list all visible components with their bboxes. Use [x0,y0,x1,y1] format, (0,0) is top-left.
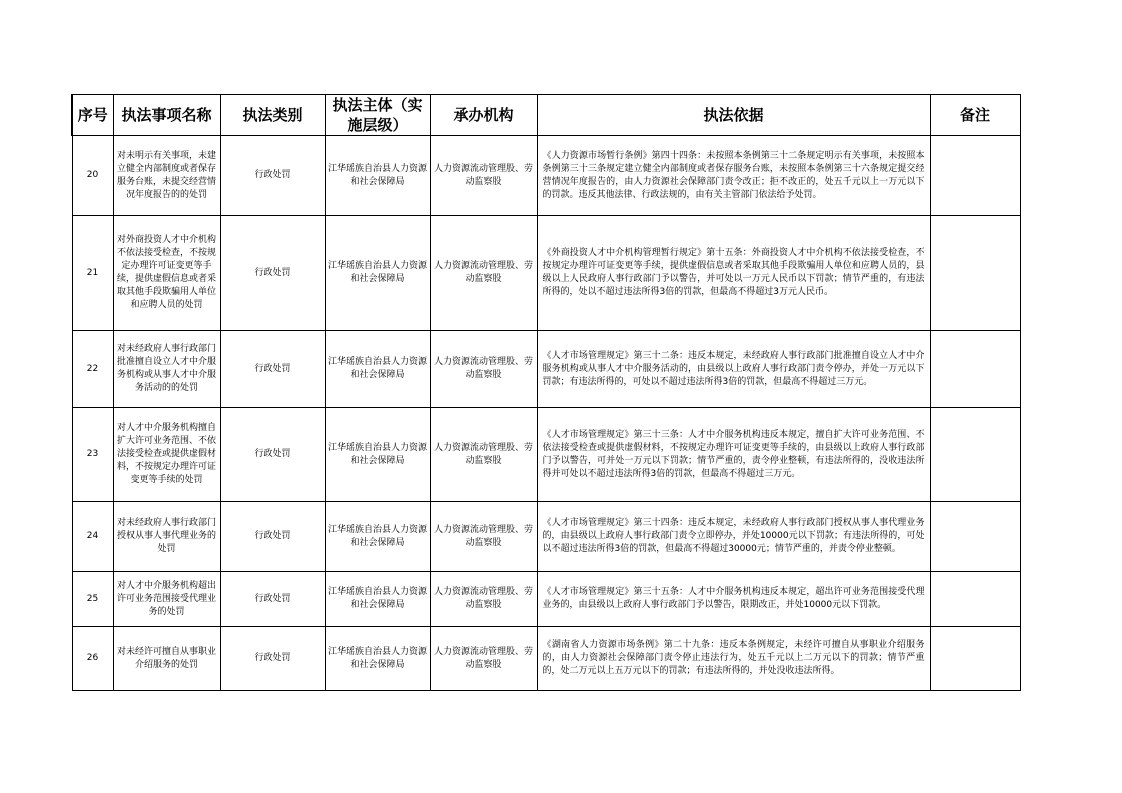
cell-item-name: 对人才中介服务机构超出许可业务范围接受代理业务的处罚 [113,572,220,627]
table-row [72,572,1020,627]
cell-item-name: 对人才中介服务机构擅自扩大许可业务范围、不依法接受检查或提供虚假材料，不按规定办理许可证变更等手续的处罚 [113,408,220,502]
cell-basis: 《外商投资人才中介机构管理暂行规定》第十五条：外商投资人才中介机构不依法接受检查，不按规定办理许可证变更等手续，提供虚假信息或者采取其他手段欺骗用人单位和应聘人员的，县级以上人民政府人事行政部门予以警告，并可处以一万元人民币以下罚款；情节严重的，有违法所得的，处以不超过违法所得3倍的罚款，但最高不得超过3万元人民币。 [537,216,930,331]
cell-category: 行政处罚 [220,216,325,331]
cell-category: 行政处罚 [220,572,325,627]
cell-basis: 《人才市场管理规定》第三十三条：人才中介服务机构违反本规定，擅自扩大许可业务范围、不依法接受检查或提供虚假材料，不按规定办理许可证变更等手续的，由县级以上政府人事行政部门予以警告，可并处一万元以下罚款；情节严重的，责令停业整顿，有违法所得的，没收违法所得并可处以不超过违法所得3倍的罚款，但最高不得超过三万元。 [537,408,930,502]
cell-remark [930,331,1020,408]
cell-seq: 22 [72,331,113,408]
header-seq: 序号 [72,95,113,136]
table-row [72,627,1020,691]
cell-item-name: 对未经许可擅自从事职业介绍服务的处罚 [113,627,220,691]
cell-basis: 《人力资源市场暂行条例》第四十四条：未按照本条例第三十二条规定明示有关事项，未按照本条例第三十三条规定建立健全内部制度或者保存服务台账，未按照本条例第三十六条规定提交经营情况年度报告的，由人力资源社会保障部门责令改正；拒不改正的，处五千元以上一万元以下的罚款。违反其他法律、行政法规的，由有关主管部门依法给予处罚。 [537,136,930,216]
header-subject: 执法主体（实施层级） [325,95,430,136]
cell-office: 人力资源流动管理股、劳动监察股 [430,627,537,691]
cell-category: 行政处罚 [220,136,325,216]
cell-remark [930,136,1020,216]
cell-subject: 江华瑶族自治县人力资源和社会保障局 [325,331,430,408]
cell-seq: 24 [72,502,113,572]
cell-item-name: 对外商投资人才中介机构不依法接受检查，不按规定办理许可证变更等手续，提供虚假信息或者采取其他手段欺骗用人单位和应聘人员的处罚 [113,216,220,331]
table-row [72,408,1020,502]
cell-remark [930,502,1020,572]
enforcement-items-table [71,94,1021,691]
cell-seq: 20 [72,136,113,216]
cell-office: 人力资源流动管理股、劳动监察股 [430,136,537,216]
cell-subject: 江华瑶族自治县人力资源和社会保障局 [325,627,430,691]
cell-office: 人力资源流动管理股、劳动监察股 [430,216,537,331]
cell-basis: 《人才市场管理规定》第三十四条：违反本规定，未经政府人事行政部门授权从事人事代理业务的，由县级以上政府人事行政部门责令立即停办，并处10000元以下罚款；有违法所得的，可处以不超过违法所得3倍的罚款，但最高不得超过30000元；情节严重的，并责令停业整顿。 [537,502,930,572]
header-remark: 备注 [930,95,1020,136]
cell-seq: 21 [72,216,113,331]
cell-category: 行政处罚 [220,502,325,572]
cell-office: 人力资源流动管理股、劳动监察股 [430,572,537,627]
cell-subject: 江华瑶族自治县人力资源和社会保障局 [325,216,430,331]
cell-category: 行政处罚 [220,627,325,691]
cell-remark [930,627,1020,691]
cell-remark [930,408,1020,502]
cell-category: 行政处罚 [220,408,325,502]
header-category: 执法类别 [220,95,325,136]
cell-item-name: 对未经政府人事行政部门批准擅自设立人才中介服务机构或从事人才中介服务活动的的处罚 [113,331,220,408]
cell-seq: 26 [72,627,113,691]
cell-item-name: 对未经政府人事行政部门授权从事人事代理业务的处罚 [113,502,220,572]
header-office: 承办机构 [430,95,537,136]
cell-basis: 《湖南省人力资源市场条例》第二十九条：违反本条例规定，未经许可擅自从事职业介绍服务的，由人力资源社会保障部门责令停止违法行为，处五千元以上二万元以下的罚款；情节严重的，处二万元以上五万元以下的罚款；有违法所得的，并处没收违法所得。 [537,627,930,691]
cell-office: 人力资源流动管理股、劳动监察股 [430,331,537,408]
header-basis: 执法依据 [537,95,930,136]
header-item-name: 执法事项名称 [113,95,220,136]
table-row [72,216,1020,331]
cell-office: 人力资源流动管理股、劳动监察股 [430,502,537,572]
cell-subject: 江华瑶族自治县人力资源和社会保障局 [325,136,430,216]
cell-category: 行政处罚 [220,331,325,408]
cell-item-name: 对未明示有关事项，未建立健全内部制度或者保存服务台账，未提交经营情况年度报告的的处罚 [113,136,220,216]
cell-seq: 25 [72,572,113,627]
table-row [72,331,1020,408]
table-row [72,136,1020,216]
cell-subject: 江华瑶族自治县人力资源和社会保障局 [325,572,430,627]
cell-subject: 江华瑶族自治县人力资源和社会保障局 [325,408,430,502]
cell-basis: 《人才市场管理规定》第三十五条：人才中介服务机构违反本规定，超出许可业务范围接受代理业务的，由县级以上政府人事行政部门予以警告，限期改正，并处10000元以下罚款。 [537,572,930,627]
cell-remark [930,216,1020,331]
cell-subject: 江华瑶族自治县人力资源和社会保障局 [325,502,430,572]
table-row [72,502,1020,572]
cell-office: 人力资源流动管理股、劳动监察股 [430,408,537,502]
table-header-row [72,95,1020,136]
enforcement-table-sheet [71,94,1021,691]
cell-remark [930,572,1020,627]
cell-seq: 23 [72,408,113,502]
cell-basis: 《人才市场管理规定》第三十二条：违反本规定，未经政府人事行政部门批准擅自设立人才中介服务机构或从事人才中介服务活动的，由县级以上政府人事行政部门责令停办，并处一万元以下罚款；有违法所得的，可处以不超过违法所得3倍的罚款，但最高不得超过三万元。 [537,331,930,408]
